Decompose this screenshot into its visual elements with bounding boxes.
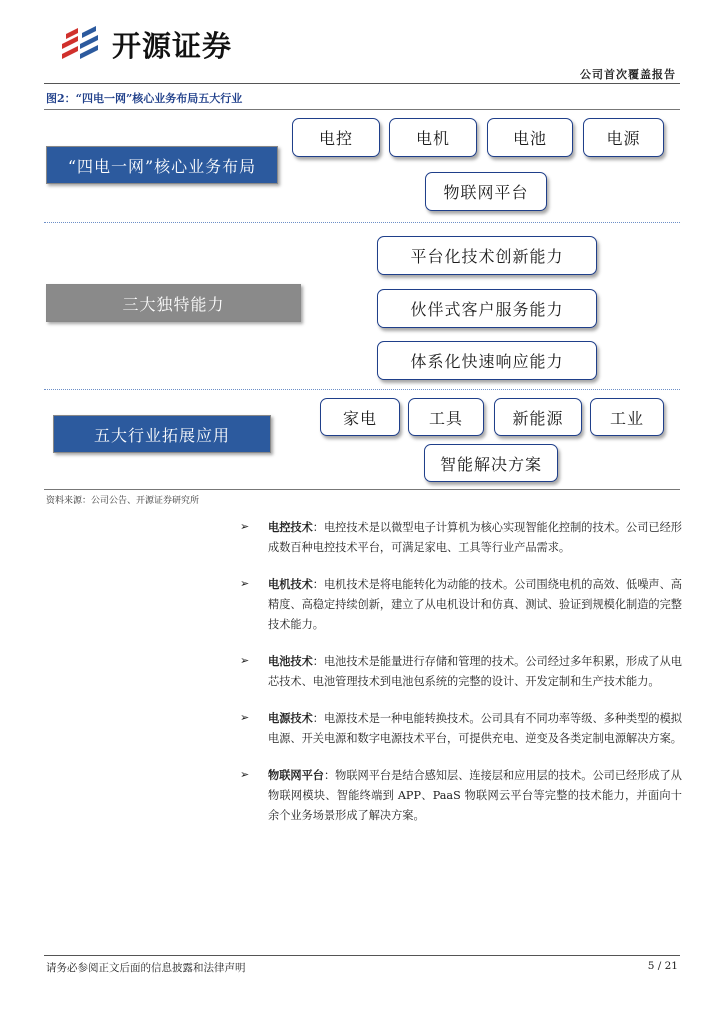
pill-home-appliances: 家电 — [320, 398, 400, 436]
figure-title: 图2：“四电一网”核心业务布局五大行业 — [46, 92, 243, 105]
pill-iot-platform: 物联网平台 — [425, 172, 547, 211]
report-type: 公司首次覆盖报告 — [580, 68, 676, 81]
row-divider — [44, 222, 680, 223]
footer-divider — [44, 955, 680, 956]
pill-electronic-control: 电控 — [292, 118, 380, 157]
arrow-bullet-icon: ➢ — [240, 768, 250, 781]
figure-source: 资料来源：公司公告、开源证券研究所 — [46, 496, 200, 506]
row-label-five-industries: 五大行业拓展应用 — [53, 415, 271, 453]
list-item — [240, 574, 682, 635]
bullet-text: ：物联网平台是结合感知层、连接层和应用层的技术。公司已经形成了从物联网模块、智能终端到 APP、PaaS 物联网云平台等完整的技术能力，并面向十余个业务场景形成了解决方案。 — [268, 769, 682, 822]
logo-text: 开源证券 — [112, 28, 233, 63]
bullet-text: ：电控技术是以微型电子计算机为核心实现智能化控制的技术。公司已经形成数百种电控技术平台，可满足家电、工具等行业产品需求。 — [268, 521, 682, 554]
pill-new-energy: 新能源 — [494, 398, 582, 436]
pill-partner-service: 伙伴式客户服务能力 — [377, 289, 597, 328]
logo-mark-icon — [58, 24, 102, 64]
pill-industrial: 工业 — [590, 398, 664, 436]
figure-bottom-divider — [44, 489, 680, 490]
pill-power-supply: 电源 — [583, 118, 664, 157]
company-logo — [58, 24, 232, 64]
arrow-bullet-icon: ➢ — [240, 520, 250, 533]
pill-smart-solutions: 智能解决方案 — [424, 444, 558, 482]
pill-tools: 工具 — [408, 398, 484, 436]
bullet-term: 电机技术 — [268, 577, 313, 591]
row-label-core-business: “四电一网”核心业务布局 — [46, 146, 278, 184]
bullet-term: 物联网平台 — [268, 768, 324, 782]
bullet-term: 电池技术 — [268, 654, 313, 668]
row-label-three-capabilities: 三大独特能力 — [46, 284, 301, 322]
list-item — [240, 651, 682, 692]
bullet-text: ：电机技术是将电能转化为动能的技术。公司围绕电机的高效、低噪声、高精度、高稳定持续创新，建立了从电机设计和仿真、测试、验证到规模化制造的完整技术能力。 — [268, 578, 682, 631]
technology-bullet-list — [240, 517, 682, 842]
list-item — [240, 765, 682, 826]
header-divider — [44, 83, 680, 84]
row-divider — [44, 389, 680, 390]
arrow-bullet-icon: ➢ — [240, 577, 250, 590]
figure-title-divider — [44, 109, 680, 110]
page-number: 5 / 21 — [647, 960, 678, 972]
bullet-text: ：电池技术是能量进行存储和管理的技术。公司经过多年积累，形成了从电芯技术、电池管理技术到电池包系统的完整的设计、开发定制和生产技术能力。 — [268, 655, 682, 688]
bullet-term: 电控技术 — [268, 520, 313, 534]
pill-motor: 电机 — [389, 118, 477, 157]
pill-battery: 电池 — [487, 118, 573, 157]
bullet-text: ：电源技术是一种电能转换技术。公司具有不同功率等级、多种类型的模拟电源、开关电源和数字电源技术平台，可提供充电、逆变及各类定制电源解决方案。 — [268, 712, 682, 745]
list-item — [240, 708, 682, 749]
arrow-bullet-icon: ➢ — [240, 711, 250, 724]
bullet-term: 电源技术 — [268, 711, 313, 725]
arrow-bullet-icon: ➢ — [240, 654, 250, 667]
footer-disclaimer: 请务必参阅正文后面的信息披露和法律声明 — [46, 962, 246, 974]
pill-rapid-response: 体系化快速响应能力 — [377, 341, 597, 380]
list-item — [240, 517, 682, 558]
pill-platform-innovation: 平台化技术创新能力 — [377, 236, 597, 275]
